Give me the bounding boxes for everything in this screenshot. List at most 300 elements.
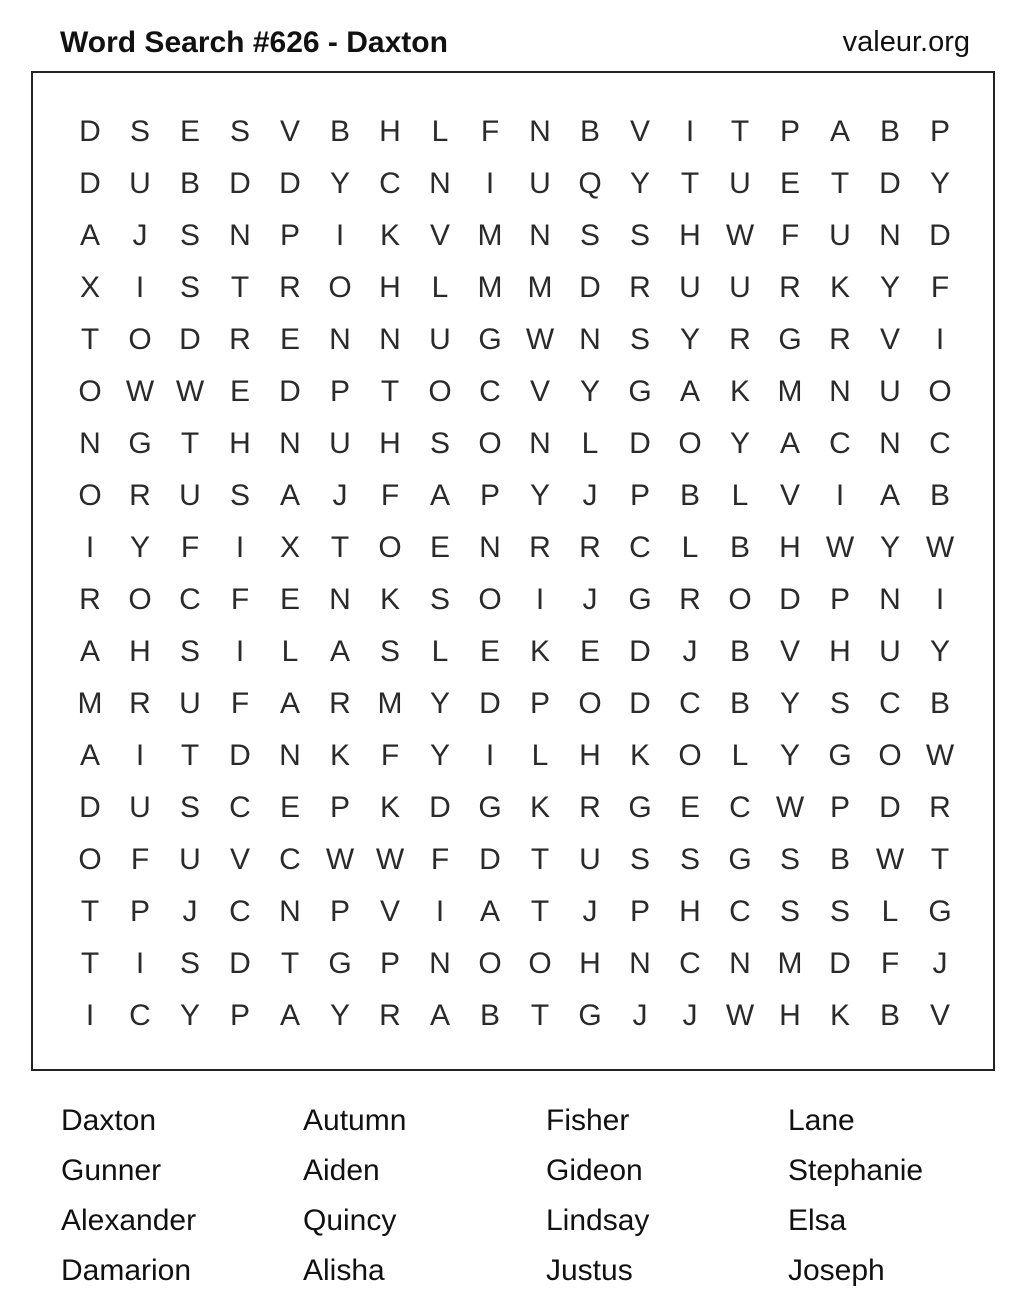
grid-cell[interactable]: J <box>182 895 198 928</box>
grid-cell[interactable]: U <box>879 375 901 408</box>
grid-cell[interactable]: H <box>579 947 601 980</box>
grid-cell[interactable]: U <box>429 323 451 356</box>
grid-cell[interactable]: A <box>279 479 300 512</box>
grid-cell[interactable]: A <box>679 375 700 408</box>
grid-cell[interactable]: S <box>129 115 150 148</box>
grid-cell[interactable]: R <box>229 323 251 356</box>
grid-cell[interactable]: I <box>835 479 845 512</box>
grid-cell[interactable]: O <box>878 739 902 772</box>
grid-cell[interactable]: G <box>778 323 802 356</box>
grid-cell[interactable]: P <box>829 791 850 824</box>
grid-cell[interactable]: E <box>679 791 700 824</box>
grid-cell[interactable]: D <box>279 375 301 408</box>
grid-cell[interactable]: F <box>380 479 400 512</box>
grid-cell[interactable]: C <box>679 687 701 720</box>
grid-cell[interactable]: H <box>779 999 801 1032</box>
grid-cell[interactable]: O <box>478 583 502 616</box>
grid-cell[interactable]: U <box>129 167 151 200</box>
grid-cell[interactable]: D <box>829 947 851 980</box>
grid-cell[interactable]: M <box>77 687 103 720</box>
grid-cell[interactable]: S <box>629 843 650 876</box>
grid-cell[interactable]: A <box>429 999 450 1032</box>
grid-cell[interactable]: F <box>130 843 150 876</box>
grid-cell[interactable]: O <box>128 583 152 616</box>
grid-cell[interactable]: T <box>930 843 950 876</box>
grid-cell[interactable]: P <box>329 791 350 824</box>
grid-cell[interactable]: C <box>279 843 301 876</box>
grid-cell[interactable]: N <box>879 219 901 252</box>
grid-cell[interactable]: N <box>429 167 451 200</box>
grid-cell[interactable]: W <box>725 999 755 1032</box>
grid-cell[interactable]: O <box>78 479 102 512</box>
grid-cell[interactable]: Y <box>329 167 350 200</box>
grid-cell[interactable]: J <box>582 479 598 512</box>
grid-cell[interactable]: S <box>179 635 200 668</box>
grid-cell[interactable]: A <box>429 479 450 512</box>
grid-cell[interactable]: Y <box>929 167 950 200</box>
grid-cell[interactable]: U <box>729 167 751 200</box>
grid-cell[interactable]: S <box>179 947 200 980</box>
grid-cell[interactable]: R <box>279 271 301 304</box>
grid-cell[interactable]: E <box>279 583 300 616</box>
grid-cell[interactable]: U <box>529 167 551 200</box>
grid-cell[interactable]: S <box>779 843 800 876</box>
grid-cell[interactable]: T <box>230 271 250 304</box>
grid-cell[interactable]: C <box>729 791 751 824</box>
grid-cell[interactable]: S <box>629 219 650 252</box>
grid-cell[interactable]: Y <box>129 531 150 564</box>
grid-cell[interactable]: C <box>679 947 701 980</box>
grid-cell[interactable]: W <box>875 843 905 876</box>
grid-cell[interactable]: O <box>478 947 502 980</box>
grid-cell[interactable]: P <box>479 479 500 512</box>
grid-cell[interactable]: G <box>728 843 752 876</box>
grid-cell[interactable]: F <box>480 115 500 148</box>
grid-cell[interactable]: S <box>579 219 600 252</box>
grid-cell[interactable]: P <box>129 895 150 928</box>
grid-cell[interactable]: O <box>128 323 152 356</box>
grid-cell[interactable]: T <box>380 375 400 408</box>
grid-cell[interactable]: B <box>329 115 350 148</box>
grid-cell[interactable]: W <box>775 791 805 824</box>
grid-cell[interactable]: W <box>175 375 205 408</box>
grid-cell[interactable]: B <box>929 687 950 720</box>
grid-cell[interactable]: X <box>279 531 300 564</box>
grid-cell[interactable]: N <box>329 323 351 356</box>
grid-cell[interactable]: T <box>330 531 350 564</box>
grid-cell[interactable]: T <box>80 895 100 928</box>
grid-cell[interactable]: A <box>829 115 850 148</box>
grid-cell[interactable]: G <box>478 323 502 356</box>
grid-cell[interactable]: V <box>629 115 650 148</box>
grid-cell[interactable]: R <box>629 271 651 304</box>
grid-cell[interactable]: Y <box>779 739 800 772</box>
grid-cell[interactable]: R <box>829 323 851 356</box>
grid-cell[interactable]: U <box>329 427 351 460</box>
grid-cell[interactable]: I <box>135 947 145 980</box>
grid-cell[interactable]: S <box>179 791 200 824</box>
grid-cell[interactable]: T <box>680 167 700 200</box>
grid-cell[interactable]: M <box>777 375 803 408</box>
grid-cell[interactable]: T <box>830 167 850 200</box>
grid-cell[interactable]: Y <box>529 479 550 512</box>
grid-cell[interactable]: O <box>478 427 502 460</box>
grid-cell[interactable]: K <box>529 791 550 824</box>
grid-cell[interactable]: T <box>80 323 100 356</box>
grid-cell[interactable]: Y <box>429 739 450 772</box>
grid-cell[interactable]: R <box>529 531 551 564</box>
grid-cell[interactable]: O <box>78 843 102 876</box>
grid-cell[interactable]: C <box>829 427 851 460</box>
grid-cell[interactable]: L <box>731 479 749 512</box>
grid-cell[interactable]: L <box>431 271 449 304</box>
grid-cell[interactable]: K <box>379 219 400 252</box>
grid-cell[interactable]: F <box>780 219 800 252</box>
grid-cell[interactable]: T <box>80 947 100 980</box>
grid-cell[interactable]: S <box>829 687 850 720</box>
grid-cell[interactable]: B <box>829 843 850 876</box>
grid-cell[interactable]: K <box>829 999 850 1032</box>
grid-cell[interactable]: N <box>529 427 551 460</box>
grid-cell[interactable]: P <box>329 895 350 928</box>
grid-cell[interactable]: I <box>235 531 245 564</box>
grid-cell[interactable]: Y <box>929 635 950 668</box>
grid-cell[interactable]: P <box>279 219 300 252</box>
grid-cell[interactable]: J <box>582 895 598 928</box>
grid-cell[interactable]: G <box>478 791 502 824</box>
grid-cell[interactable]: S <box>779 895 800 928</box>
grid-cell[interactable]: H <box>379 115 401 148</box>
grid-cell[interactable]: N <box>829 375 851 408</box>
grid-cell[interactable]: R <box>379 999 401 1032</box>
grid-cell[interactable]: A <box>79 219 100 252</box>
grid-cell[interactable]: L <box>431 635 449 668</box>
grid-cell[interactable]: Y <box>179 999 200 1032</box>
grid-cell[interactable]: D <box>279 167 301 200</box>
grid-cell[interactable]: S <box>679 843 700 876</box>
grid-cell[interactable]: F <box>880 947 900 980</box>
grid-cell[interactable]: D <box>79 791 101 824</box>
grid-cell[interactable]: W <box>925 739 955 772</box>
grid-cell[interactable]: R <box>579 791 601 824</box>
grid-cell[interactable]: R <box>579 531 601 564</box>
grid-cell[interactable]: I <box>135 271 145 304</box>
grid-cell[interactable]: R <box>779 271 801 304</box>
grid-cell[interactable]: P <box>229 999 250 1032</box>
grid-cell[interactable]: N <box>529 115 551 148</box>
grid-cell[interactable]: O <box>78 375 102 408</box>
grid-cell[interactable]: S <box>229 115 250 148</box>
grid-cell[interactable]: G <box>628 791 652 824</box>
grid-cell[interactable]: U <box>579 843 601 876</box>
grid-cell[interactable]: X <box>79 271 100 304</box>
grid-cell[interactable]: D <box>229 947 251 980</box>
grid-cell[interactable]: H <box>829 635 851 668</box>
grid-cell[interactable]: N <box>579 323 601 356</box>
grid-cell[interactable]: F <box>230 583 250 616</box>
grid-cell[interactable]: R <box>679 583 701 616</box>
grid-cell[interactable]: A <box>329 635 350 668</box>
grid-cell[interactable]: S <box>429 427 450 460</box>
grid-cell[interactable]: S <box>379 635 400 668</box>
grid-cell[interactable]: C <box>929 427 951 460</box>
grid-cell[interactable]: U <box>829 219 851 252</box>
grid-cell[interactable]: C <box>479 375 501 408</box>
grid-cell[interactable]: H <box>379 271 401 304</box>
grid-cell[interactable]: I <box>935 583 945 616</box>
grid-cell[interactable]: E <box>279 323 300 356</box>
grid-cell[interactable]: P <box>779 115 800 148</box>
grid-cell[interactable]: O <box>428 375 452 408</box>
grid-cell[interactable]: K <box>529 635 550 668</box>
grid-cell[interactable]: H <box>379 427 401 460</box>
grid-cell[interactable]: K <box>629 739 650 772</box>
grid-cell[interactable]: N <box>229 219 251 252</box>
grid-cell[interactable]: E <box>279 791 300 824</box>
grid-cell[interactable]: I <box>235 635 245 668</box>
grid-cell[interactable]: E <box>579 635 600 668</box>
grid-cell[interactable]: J <box>632 999 648 1032</box>
grid-cell[interactable]: U <box>179 687 201 720</box>
grid-cell[interactable]: V <box>929 999 950 1032</box>
grid-cell[interactable]: K <box>729 375 750 408</box>
grid-cell[interactable]: N <box>879 427 901 460</box>
grid-cell[interactable]: D <box>79 115 101 148</box>
grid-cell[interactable]: H <box>579 739 601 772</box>
grid-cell[interactable]: B <box>729 531 750 564</box>
grid-cell[interactable]: D <box>179 323 201 356</box>
grid-cell[interactable]: K <box>379 791 400 824</box>
grid-cell[interactable]: E <box>479 635 500 668</box>
grid-cell[interactable]: D <box>479 687 501 720</box>
grid-cell[interactable]: C <box>379 167 401 200</box>
grid-cell[interactable]: V <box>779 635 800 668</box>
grid-cell[interactable]: H <box>779 531 801 564</box>
grid-cell[interactable]: G <box>628 375 652 408</box>
grid-cell[interactable]: B <box>879 999 900 1032</box>
grid-cell[interactable]: W <box>525 323 555 356</box>
grid-cell[interactable]: S <box>179 271 200 304</box>
grid-cell[interactable]: V <box>429 219 450 252</box>
grid-cell[interactable]: N <box>279 427 301 460</box>
grid-cell[interactable]: I <box>435 895 445 928</box>
grid-cell[interactable]: P <box>929 115 950 148</box>
grid-cell[interactable]: S <box>179 219 200 252</box>
grid-cell[interactable]: V <box>529 375 550 408</box>
grid-cell[interactable]: N <box>279 739 301 772</box>
grid-cell[interactable]: T <box>180 427 200 460</box>
grid-cell[interactable]: D <box>629 687 651 720</box>
grid-cell[interactable]: U <box>129 791 151 824</box>
grid-cell[interactable]: J <box>582 583 598 616</box>
grid-cell[interactable]: D <box>779 583 801 616</box>
grid-cell[interactable]: D <box>879 791 901 824</box>
grid-cell[interactable]: L <box>431 115 449 148</box>
grid-cell[interactable]: U <box>879 635 901 668</box>
grid-cell[interactable]: Y <box>729 427 750 460</box>
grid-cell[interactable]: D <box>229 167 251 200</box>
grid-cell[interactable]: K <box>329 739 350 772</box>
grid-cell[interactable]: L <box>281 635 299 668</box>
grid-cell[interactable]: O <box>378 531 402 564</box>
grid-cell[interactable]: N <box>329 583 351 616</box>
grid-cell[interactable]: Y <box>779 687 800 720</box>
grid-cell[interactable]: I <box>535 583 545 616</box>
grid-cell[interactable]: B <box>679 479 700 512</box>
grid-cell[interactable]: F <box>930 271 950 304</box>
grid-cell[interactable]: L <box>531 739 549 772</box>
grid-cell[interactable]: Y <box>679 323 700 356</box>
grid-cell[interactable]: E <box>179 115 200 148</box>
grid-cell[interactable]: S <box>429 583 450 616</box>
grid-cell[interactable]: F <box>180 531 200 564</box>
grid-cell[interactable]: O <box>678 739 702 772</box>
grid-cell[interactable]: O <box>728 583 752 616</box>
grid-cell[interactable]: Y <box>879 531 900 564</box>
grid-cell[interactable]: H <box>679 895 701 928</box>
grid-cell[interactable]: N <box>729 947 751 980</box>
grid-cell[interactable]: D <box>929 219 951 252</box>
grid-cell[interactable]: W <box>825 531 855 564</box>
grid-cell[interactable]: N <box>529 219 551 252</box>
grid-cell[interactable]: D <box>629 427 651 460</box>
grid-cell[interactable]: A <box>879 479 900 512</box>
grid-cell[interactable]: U <box>179 843 201 876</box>
grid-cell[interactable]: E <box>779 167 800 200</box>
grid-cell[interactable]: E <box>229 375 250 408</box>
grid-cell[interactable]: B <box>479 999 500 1032</box>
grid-cell[interactable]: A <box>779 427 800 460</box>
grid-cell[interactable]: N <box>879 583 901 616</box>
grid-cell[interactable]: C <box>179 583 201 616</box>
grid-cell[interactable]: I <box>485 167 495 200</box>
grid-cell[interactable]: K <box>829 271 850 304</box>
grid-cell[interactable]: D <box>879 167 901 200</box>
grid-cell[interactable]: Y <box>329 999 350 1032</box>
grid-cell[interactable]: I <box>85 999 95 1032</box>
grid-cell[interactable]: G <box>828 739 852 772</box>
grid-cell[interactable]: R <box>79 583 101 616</box>
grid-cell[interactable]: V <box>229 843 250 876</box>
grid-cell[interactable]: Y <box>429 687 450 720</box>
grid-cell[interactable]: N <box>629 947 651 980</box>
grid-cell[interactable]: N <box>79 427 101 460</box>
grid-cell[interactable]: C <box>129 999 151 1032</box>
grid-cell[interactable]: O <box>578 687 602 720</box>
grid-cell[interactable]: O <box>328 271 352 304</box>
grid-cell[interactable]: B <box>929 479 950 512</box>
grid-cell[interactable]: N <box>479 531 501 564</box>
grid-cell[interactable]: D <box>629 635 651 668</box>
grid-cell[interactable]: B <box>179 167 200 200</box>
grid-cell[interactable]: P <box>379 947 400 980</box>
grid-cell[interactable]: L <box>681 531 699 564</box>
grid-cell[interactable]: B <box>879 115 900 148</box>
grid-cell[interactable]: G <box>328 947 352 980</box>
grid-cell[interactable]: R <box>129 479 151 512</box>
grid-cell[interactable]: I <box>335 219 345 252</box>
grid-cell[interactable]: H <box>229 427 251 460</box>
grid-cell[interactable]: R <box>929 791 951 824</box>
grid-cell[interactable]: Q <box>578 167 602 200</box>
grid-cell[interactable]: A <box>79 635 100 668</box>
grid-cell[interactable]: G <box>628 583 652 616</box>
grid-cell[interactable]: A <box>479 895 500 928</box>
grid-cell[interactable]: A <box>279 999 300 1032</box>
grid-cell[interactable]: W <box>375 843 405 876</box>
grid-cell[interactable]: P <box>629 895 650 928</box>
grid-cell[interactable]: T <box>530 843 550 876</box>
grid-cell[interactable]: W <box>725 219 755 252</box>
grid-cell[interactable]: W <box>925 531 955 564</box>
grid-cell[interactable]: C <box>629 531 651 564</box>
grid-cell[interactable]: V <box>779 479 800 512</box>
grid-cell[interactable]: I <box>935 323 945 356</box>
grid-cell[interactable]: T <box>280 947 300 980</box>
grid-cell[interactable]: L <box>881 895 899 928</box>
grid-cell[interactable]: G <box>128 427 152 460</box>
grid-cell[interactable]: P <box>829 583 850 616</box>
grid-cell[interactable]: M <box>527 271 553 304</box>
grid-cell[interactable]: L <box>581 427 599 460</box>
grid-cell[interactable]: U <box>679 271 701 304</box>
grid-cell[interactable]: T <box>180 739 200 772</box>
grid-cell[interactable]: W <box>125 375 155 408</box>
grid-cell[interactable]: M <box>477 219 503 252</box>
grid-cell[interactable]: C <box>229 895 251 928</box>
grid-cell[interactable]: D <box>579 271 601 304</box>
grid-cell[interactable]: V <box>279 115 300 148</box>
grid-cell[interactable]: L <box>731 739 749 772</box>
grid-cell[interactable]: I <box>685 115 695 148</box>
grid-cell[interactable]: O <box>928 375 952 408</box>
grid-cell[interactable]: A <box>279 687 300 720</box>
grid-cell[interactable]: M <box>477 271 503 304</box>
grid-cell[interactable]: S <box>829 895 850 928</box>
grid-cell[interactable]: J <box>682 635 698 668</box>
grid-cell[interactable]: N <box>429 947 451 980</box>
grid-cell[interactable]: D <box>79 167 101 200</box>
grid-cell[interactable]: J <box>932 947 948 980</box>
grid-cell[interactable]: V <box>379 895 400 928</box>
grid-cell[interactable]: O <box>678 427 702 460</box>
grid-cell[interactable]: J <box>332 479 348 512</box>
grid-cell[interactable]: U <box>729 271 751 304</box>
grid-cell[interactable]: H <box>679 219 701 252</box>
grid-cell[interactable]: W <box>325 843 355 876</box>
grid-cell[interactable]: B <box>579 115 600 148</box>
grid-cell[interactable]: J <box>682 999 698 1032</box>
grid-cell[interactable]: F <box>430 843 450 876</box>
grid-cell[interactable]: P <box>329 375 350 408</box>
grid-cell[interactable]: F <box>380 739 400 772</box>
grid-cell[interactable]: C <box>729 895 751 928</box>
grid-cell[interactable]: D <box>229 739 251 772</box>
grid-cell[interactable]: O <box>528 947 552 980</box>
grid-cell[interactable]: T <box>730 115 750 148</box>
grid-cell[interactable]: G <box>578 999 602 1032</box>
grid-cell[interactable]: E <box>429 531 450 564</box>
grid-cell[interactable]: K <box>379 583 400 616</box>
grid-cell[interactable]: C <box>879 687 901 720</box>
grid-cell[interactable]: H <box>129 635 151 668</box>
grid-cell[interactable]: M <box>777 947 803 980</box>
grid-cell[interactable]: B <box>729 635 750 668</box>
grid-cell[interactable]: Y <box>579 375 600 408</box>
grid-cell[interactable]: J <box>132 219 148 252</box>
grid-cell[interactable]: A <box>79 739 100 772</box>
grid-cell[interactable]: T <box>530 895 550 928</box>
